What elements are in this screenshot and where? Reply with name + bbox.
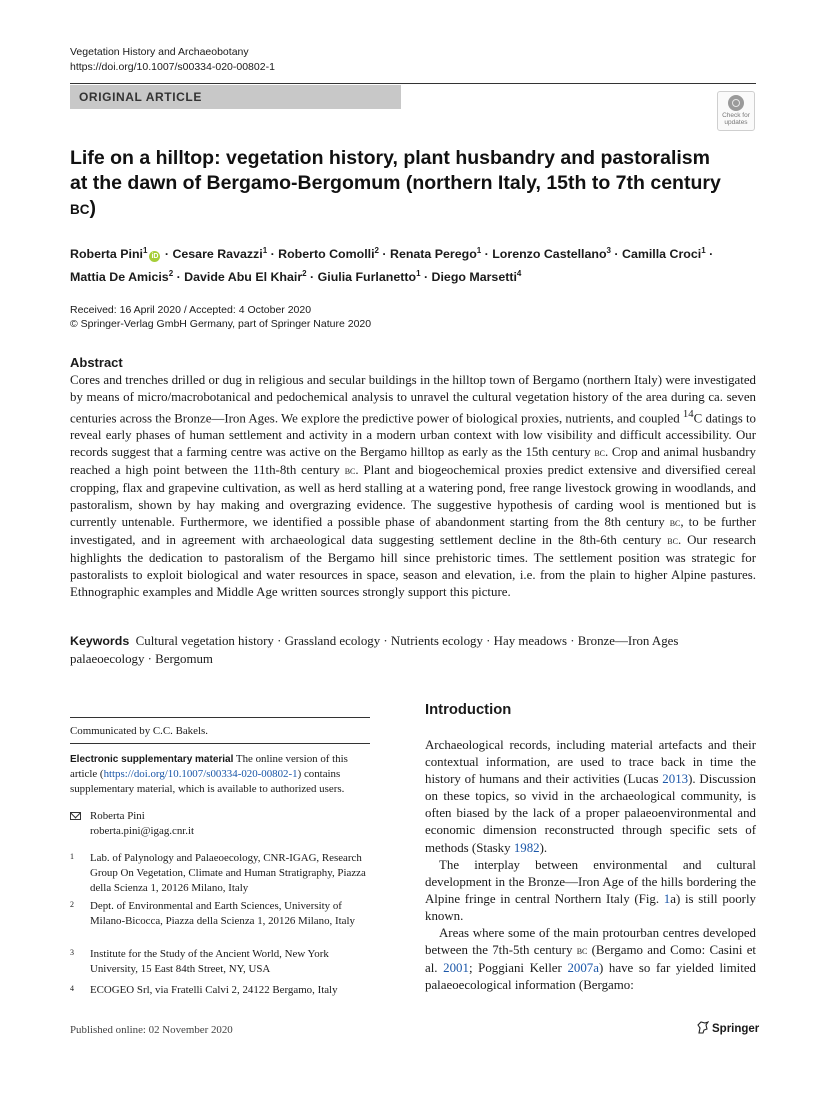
- author-affil: 1: [476, 246, 482, 255]
- copyright-notice: © Springer-Verlag GmbH Germany, part of Springer Nature 2020: [70, 318, 372, 330]
- author-name[interactable]: Roberta Pini: [70, 247, 143, 261]
- affil-text: Lab. of Palynology and Palaeoecology, CNR-IGAG, Research Group On Vegetation, Climate and Human Stratigraphy, Piazza della Scienza 1, 20126 Milano, Italy: [90, 852, 366, 894]
- intro-text: Archaeological records, including material artefacts and their contextual information, are used to trace back in time the history of humans and their activities (Lucas: [425, 738, 756, 787]
- citation-link[interactable]: 2001: [443, 961, 469, 976]
- springer-logo: [697, 1021, 759, 1037]
- author-name[interactable]: Cesare Ravazzi: [172, 247, 263, 261]
- corr-name: Roberta Pini: [90, 810, 145, 822]
- affil-num: 2: [70, 900, 74, 909]
- abstract-text: . Our research highlights the dedication to pastoralism of the Bergamo hill since prehistoric times. The settlement position was strategic for pastoralists to exploit biological and water resources in space, season and elevation, i.e. from the plain to higher Alpine pastures. Ethnographic examples and Middle Age written sources strongly support this picture.: [70, 533, 756, 600]
- author-name[interactable]: Roberto Comolli: [278, 247, 375, 261]
- abstract-heading: Abstract: [70, 355, 123, 370]
- era-bc: bc: [669, 517, 681, 530]
- orcid-icon[interactable]: iD: [151, 253, 159, 260]
- affiliation-2: [70, 899, 370, 929]
- author-name[interactable]: Giulia Furlanetto: [317, 270, 417, 284]
- publisher-name: Springer: [712, 1023, 760, 1035]
- abstract-text: C datings to reveal early phases of human settlement and activity in a modern urban context with low visibility and difficult accessibility. Our records suggest that a farming centre was active on the Bergamo hilltop as early as the 15th century: [70, 411, 756, 460]
- keywords-text: Cultural vegetation history · Grassland ecology · Nutrients ecology · Hay meadows · Bronze—Iron Ages palaeoecology · Bergomum: [70, 634, 679, 666]
- keywords-label: Keywords: [70, 634, 130, 648]
- era-bc: bc: [344, 465, 356, 478]
- abstract-text: Cores and trenches drilled or dug in religious and secular buildings in the hilltop town of Bergamo (northern Italy) were investigated by means of micro/macrobotanical and pedochemical analysis to unravel the cultural vegetation history of the area during ca. seven centuries across the Bronze—Iron Ages. We explore the predictive power of biological proxies, nutrients, and coupled: [70, 373, 756, 426]
- springer-horse-icon: [697, 1021, 709, 1034]
- esm-label: Electronic supplementary material: [70, 754, 234, 765]
- author-name[interactable]: Davide Abu El Khair: [184, 270, 303, 284]
- keywords: [70, 632, 756, 668]
- abstract-text: . Plant and biogeochemical proxies predict extensive and diversified cereal cropping, flax and grapevine cultivation, as well as herd stalling at a watering pond, free range livestock growing in woodlands, and pastoralism, shown by hay making and overgrazing evidence. The suggestive hypothesis of carding wool is mentioned but is currently untenable. Furthermore, we identified a possible phase of abandonment starting from the 8th century: [70, 463, 756, 530]
- affil-num: 3: [70, 948, 74, 957]
- corr-email[interactable]: roberta.pini@igag.cnr.it: [90, 825, 195, 837]
- title-main: Life on a hilltop: vegetation history, plant husbandry and pastoralism at the dawn of Bergamo-Bergomum (northern Italy, 15th to 7th century: [70, 147, 721, 194]
- author-affil: 3: [606, 246, 611, 255]
- intro-text: ) have so far yielded limited palaeoecological information (Bergamo:: [425, 961, 756, 993]
- intro-text: ). Discussion on these topics, so vivid in the archaeological community, is often biased by the lack of a proper palaeoenvironmental and economic dimension reconstructed through specific sets of methods (Stasky: [425, 772, 757, 855]
- mail-icon: [70, 812, 81, 820]
- author-affil: 2: [374, 246, 379, 255]
- citation-link[interactable]: 1982: [513, 840, 540, 855]
- affiliation-3: [70, 947, 370, 977]
- era-bc: bc: [667, 535, 678, 548]
- introduction-heading: Introduction: [425, 702, 512, 718]
- communicated-by: Communicated by C.C. Bakels.: [70, 725, 208, 737]
- article-type-banner: ORIGINAL ARTICLE: [70, 85, 401, 109]
- affil-text: Institute for the Study of the Ancient World, New York University, 15 East 84th Street, NY, USA: [90, 948, 329, 975]
- esm-text: ) contains supplementary material, which is available to authorized users.: [70, 768, 345, 795]
- corresponding-author: [70, 809, 370, 839]
- check-updates-line2: updates: [724, 119, 748, 126]
- era-bc: bc: [594, 447, 605, 460]
- author-affil: 2: [168, 269, 174, 278]
- check-for-updates-button[interactable]: [717, 91, 755, 131]
- author-affil: 1: [262, 246, 268, 255]
- intro-text: ; Poggiani Keller: [468, 961, 568, 976]
- intro-text: ).: [539, 840, 548, 855]
- introduction-body: [425, 737, 756, 994]
- author-affil: 2: [302, 269, 307, 278]
- author-affil: 1: [701, 246, 706, 255]
- received-accepted-dates: Received: 16 April 2020 / Accepted: 4 October 2020: [70, 304, 312, 316]
- abstract-body: [70, 372, 756, 601]
- doi-link[interactable]: https://doi.org/10.1007/s00334-020-00802-1: [70, 61, 275, 73]
- published-online-date: Published online: 02 November 2020: [70, 1024, 233, 1036]
- affiliation-4: [70, 983, 370, 998]
- header-rule: [70, 83, 756, 84]
- author-affil: 1: [416, 269, 421, 278]
- journal-name: Vegetation History and Archaeobotany: [70, 46, 249, 58]
- author-name[interactable]: Mattia De Amicis: [70, 270, 169, 284]
- title-era: BC: [70, 202, 90, 217]
- abstract-text: . Crop and animal husbandry reached a high point between the 11th-8th century: [70, 445, 756, 478]
- affil-text: Dept. of Environmental and Earth Sciences, University of Milano-Bicocca, Piazza della Scienza 1, 20126 Milano, Italy: [90, 900, 355, 927]
- affiliation-1: [70, 851, 370, 896]
- abstract-text: , to be further investigated, and in agreement with archaeological data suggesting settlement decline in the 8th-6th century: [70, 515, 757, 548]
- author-list: Roberta Pini$^1$iD · Cesare Ravazzi$^1$ · Roberto Comolli$^2$ · Renata Perego$^1$ · Lorenzo Castellano$^3$ · Camilla Croci$^1$ · Mattia De Amicis$^2$ · Davide Abu El Khair$^2$ · Giulia Furlanetto$^1$ · Diego Marsetti$^4$: [70, 246, 714, 284]
- article-title: [70, 146, 730, 222]
- author-affil: 1: [142, 246, 148, 255]
- author-name[interactable]: Diego Marsetti: [431, 270, 517, 284]
- citation-link[interactable]: 2007a: [567, 961, 599, 976]
- esm-link[interactable]: https://doi.org/10.1007/s00334-020-00802-1: [103, 768, 298, 780]
- intro-text: The interplay between environmental and cultural development in the Bronze—Iron Age of the hills bordering the Alpine fringe in central Northern Italy (Fig.: [425, 857, 756, 906]
- check-updates-icon: [728, 95, 744, 111]
- affil-text: ECOGEO Srl, via Fratelli Calvi 2, 24122 Bergamo, Italy: [90, 984, 338, 996]
- author-affil: 4: [516, 269, 522, 278]
- citation-link[interactable]: 2013: [662, 772, 689, 787]
- figure-link[interactable]: 1: [663, 891, 671, 906]
- check-updates-line1: Check for: [722, 112, 750, 119]
- footnote-rule: [70, 717, 370, 718]
- esm-text: The online version of this article (: [70, 753, 348, 780]
- author-name[interactable]: Renata Perego: [390, 247, 477, 261]
- supplementary-material-note: [70, 752, 370, 797]
- intro-text: a) is still poorly known.: [425, 891, 756, 923]
- title-end: ): [89, 197, 96, 219]
- author-name[interactable]: Camilla Croci: [622, 247, 702, 261]
- abstract-sup: 14: [682, 408, 694, 420]
- intro-text: (Bergamo and Como: Casini et al.: [425, 943, 756, 976]
- affil-num: 4: [70, 984, 74, 993]
- era-bc: bc: [576, 945, 588, 958]
- affil-num: 1: [70, 852, 74, 861]
- intro-text: Areas where some of the main protourban centres developed between the 7th-5th century: [425, 926, 756, 958]
- esm-rule: [70, 743, 370, 744]
- author-name[interactable]: Lorenzo Castellano: [492, 247, 607, 261]
